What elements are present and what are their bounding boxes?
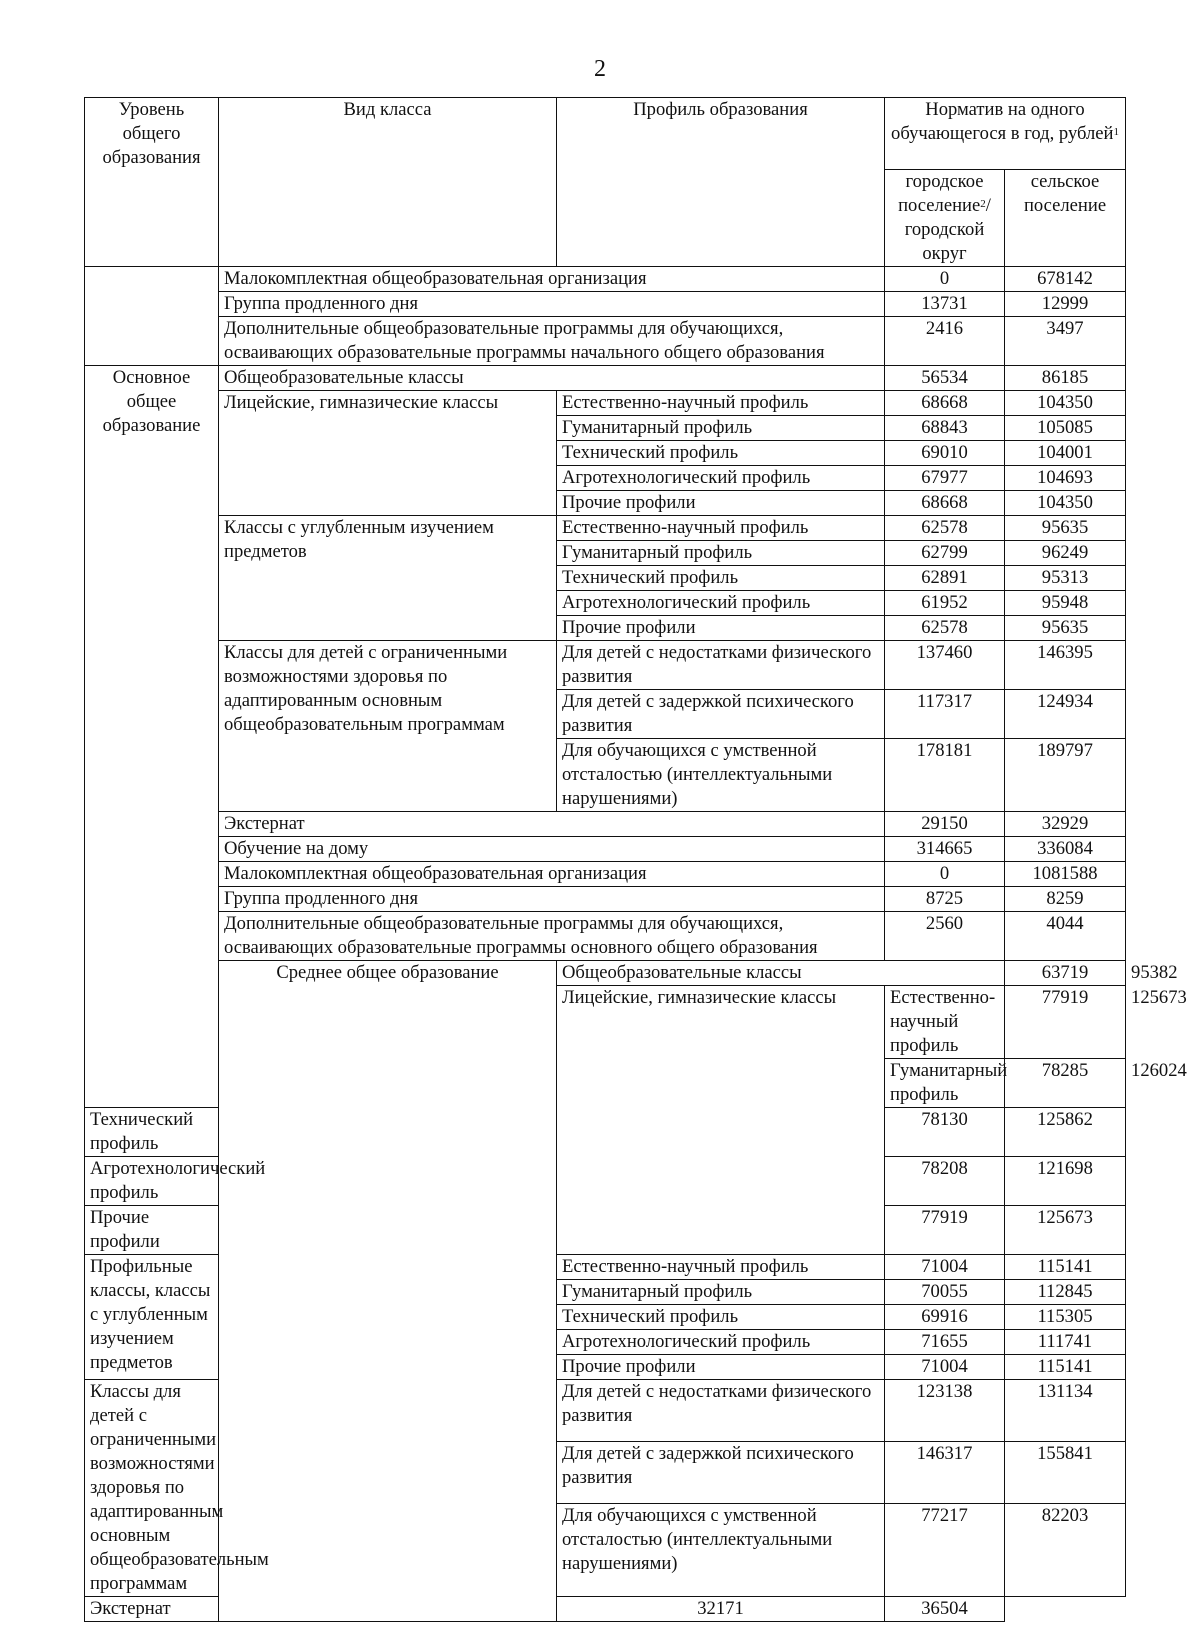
page-number: 2 (594, 56, 606, 82)
urban-value: 123138 (885, 1380, 1005, 1442)
header-class-type: Вид класса (219, 98, 557, 267)
table-row (85, 516, 1126, 541)
rural-value: 115305 (1005, 1305, 1126, 1330)
profile-label: Для детей с задержкой психического развития (557, 1442, 885, 1504)
urban-value: 68668 (885, 391, 1005, 416)
urban-value: 2560 (885, 912, 1005, 961)
rural-value: 121698 (1005, 1157, 1126, 1206)
profile-label: Гуманитарный профиль (557, 541, 885, 566)
rural-value: 95313 (1005, 566, 1126, 591)
rural-value: 3497 (1005, 317, 1126, 366)
class-type-label: Лицейские, гимназические классы (219, 391, 557, 516)
urban-value: 62578 (885, 616, 1005, 641)
rural-value: 36504 (885, 1597, 1005, 1622)
header-norm (885, 98, 1126, 170)
profile-label: Естественно-научный профиль (557, 391, 885, 416)
rural-value: 115141 (1005, 1355, 1126, 1380)
row-label: Группа продленного дня (219, 887, 885, 912)
rural-value: 112845 (1005, 1280, 1126, 1305)
urban-value: 62799 (885, 541, 1005, 566)
class-type-label: Классы с углубленным изучением предметов (219, 516, 557, 641)
rural-value: 95948 (1005, 591, 1126, 616)
urban-value: 29150 (885, 812, 1005, 837)
table-row (85, 317, 1126, 366)
class-type-label: Лицейские, гимназические классы (557, 986, 885, 1255)
footnote-1: 1 (1113, 126, 1119, 138)
table-row (85, 267, 1126, 292)
urban-value: 56534 (885, 366, 1005, 391)
profile-label: Прочие профили (557, 491, 885, 516)
urban-value: 32171 (557, 1597, 885, 1622)
row-label: Малокомплектная общеобразовательная организация (219, 267, 885, 292)
rural-value: 189797 (1005, 739, 1126, 812)
urban-value: 13731 (885, 292, 1005, 317)
urban-value: 63719 (1005, 961, 1126, 986)
rural-value: 115141 (1005, 1255, 1126, 1280)
urban-value: 2416 (885, 317, 1005, 366)
rural-value: 104001 (1005, 441, 1126, 466)
header-rural: сельское поселение (1005, 170, 1126, 267)
urban-value: 62578 (885, 516, 1005, 541)
level-basic: Основное общее образование (85, 366, 219, 1108)
header-urban (885, 170, 1005, 267)
urban-value: 117317 (885, 690, 1005, 739)
rural-value: 125862 (1005, 1108, 1126, 1157)
profile-label: Прочие профили (557, 1355, 885, 1380)
urban-value: 178181 (885, 739, 1005, 812)
urban-value: 78285 (1005, 1059, 1126, 1108)
profile-label: Агротехнологический профиль (85, 1157, 219, 1206)
header-row (85, 98, 1126, 170)
urban-value: 71004 (885, 1355, 1005, 1380)
table-row (85, 812, 1126, 837)
profile-label: Естественно-научный профиль (885, 986, 1005, 1059)
row-label: Дополнительные общеобразовательные программы для обучающихся, осваивающих образовательные программы начального общего образования (219, 317, 885, 366)
rural-value: 95635 (1005, 616, 1126, 641)
profile-label: Прочие профили (85, 1206, 219, 1255)
rural-value: 155841 (1005, 1442, 1126, 1504)
rural-value: 86185 (1005, 366, 1126, 391)
table-row (85, 391, 1126, 416)
urban-value: 77919 (885, 1206, 1005, 1255)
rural-value: 105085 (1005, 416, 1126, 441)
profile-label: Агротехнологический профиль (557, 1330, 885, 1355)
profile-label: Естественно-научный профиль (557, 1255, 885, 1280)
rural-value: 8259 (1005, 887, 1126, 912)
rural-value: 125673 (1005, 1206, 1126, 1255)
rural-value: 111741 (1005, 1330, 1126, 1355)
urban-value: 69916 (885, 1305, 1005, 1330)
table-row (85, 887, 1126, 912)
row-label: Экстернат (219, 812, 885, 837)
rural-value: 104693 (1005, 466, 1126, 491)
level-cell-empty (85, 267, 219, 366)
profile-label: Для детей с недостатками физического развития (557, 641, 885, 690)
profile-label: Технический профиль (557, 566, 885, 591)
footnote-2: 2 (980, 198, 986, 210)
profile-label: Технический профиль (557, 441, 885, 466)
urban-value: 78130 (885, 1108, 1005, 1157)
table-row (85, 912, 1126, 961)
urban-value: 62891 (885, 566, 1005, 591)
urban-value: 8725 (885, 887, 1005, 912)
urban-value: 71004 (885, 1255, 1005, 1280)
urban-value: 71655 (885, 1330, 1005, 1355)
row-label: Обучение на дому (219, 837, 885, 862)
rural-value: 146395 (1005, 641, 1126, 690)
profile-label: Технический профиль (85, 1108, 219, 1157)
rural-value: 131134 (1005, 1380, 1126, 1442)
table-row: Среднее общее образование Общеобразовательные классы 63719 95382 (85, 961, 1126, 986)
urban-value: 137460 (885, 641, 1005, 690)
profile-label: Агротехнологический профиль (557, 591, 885, 616)
class-type-label: Классы для детей с ограниченными возможностями здоровья по адаптированным основным общеобразовательным программам (219, 641, 557, 812)
rural-value: 1081588 (1005, 862, 1126, 887)
row-label: Экстернат (85, 1597, 557, 1622)
class-type-label: Классы для детей с ограниченными возможностями здоровья по адаптированным основным общеобразовательным программам (85, 1380, 219, 1597)
row-label: Малокомплектная общеобразовательная организация (219, 862, 885, 887)
rural-value: 124934 (1005, 690, 1126, 739)
profile-label: Для детей с недостатками физического развития (557, 1380, 885, 1442)
profile-label: Технический профиль (557, 1305, 885, 1330)
profile-label: Агротехнологический профиль (557, 466, 885, 491)
table-row: Гуманитарный профиль 78285 126024 (85, 1059, 1126, 1108)
row-label: Группа продленного дня (219, 292, 885, 317)
urban-value: 61952 (885, 591, 1005, 616)
header-profile: Профиль образования (557, 98, 885, 267)
row-label: Общеобразовательные классы (219, 366, 885, 391)
rural-value: 336084 (1005, 837, 1126, 862)
rural-value: 95635 (1005, 516, 1126, 541)
rural-value: 82203 (1005, 1504, 1126, 1597)
urban-value: 314665 (885, 837, 1005, 862)
header-urban-a: городское поселение (898, 171, 984, 216)
urban-value: 0 (885, 862, 1005, 887)
rural-value: 104350 (1005, 491, 1126, 516)
header-norm-text: Норматив на одного обучающегося в год, рублей (891, 99, 1114, 144)
rural-value: 678142 (1005, 267, 1126, 292)
profile-label: Для обучающихся с умственной отсталостью (интеллектуальными нарушениями) (557, 739, 885, 812)
header-level: Уровень общего образования (85, 98, 219, 267)
row-label: Общеобразовательные классы (557, 961, 1005, 986)
header-urban-b: / городской округ (904, 195, 991, 264)
row-label: Дополнительные общеобразовательные программы для обучающихся, осваивающих образовательные программы основного общего образования (219, 912, 885, 961)
rural-value: 4044 (1005, 912, 1126, 961)
rural-value: 96249 (1005, 541, 1126, 566)
norms-table (84, 97, 1187, 1622)
class-type-label: Профильные классы, классы с углубленным изучением предметов (85, 1255, 219, 1380)
rural-value: 12999 (1005, 292, 1126, 317)
table-row (85, 641, 1126, 690)
urban-value: 146317 (885, 1442, 1005, 1504)
table-row: Лицейские, гимназические классы Естественно-научный профиль 77919 125673 (85, 986, 1126, 1059)
profile-label: Гуманитарный профиль (557, 1280, 885, 1305)
level-secondary: Среднее общее образование (219, 961, 557, 1622)
urban-value: 70055 (885, 1280, 1005, 1305)
profile-label: Прочие профили (557, 616, 885, 641)
profile-label: Гуманитарный профиль (885, 1059, 1005, 1108)
profile-label: Гуманитарный профиль (557, 416, 885, 441)
urban-value: 67977 (885, 466, 1005, 491)
urban-value: 77217 (885, 1504, 1005, 1597)
urban-value: 77919 (1005, 986, 1126, 1059)
table-row (85, 292, 1126, 317)
rural-value: 104350 (1005, 391, 1126, 416)
table-row (85, 1597, 1126, 1622)
urban-value: 0 (885, 267, 1005, 292)
profile-label: Для детей с задержкой психического развития (557, 690, 885, 739)
table-row (85, 366, 1126, 391)
table-row (85, 862, 1126, 887)
rural-value: 32929 (1005, 812, 1126, 837)
urban-value: 78208 (885, 1157, 1005, 1206)
profile-label: Для обучающихся с умственной отсталостью (интеллектуальными нарушениями) (557, 1504, 885, 1597)
table-row (85, 837, 1126, 862)
profile-label: Естественно-научный профиль (557, 516, 885, 541)
urban-value: 69010 (885, 441, 1005, 466)
urban-value: 68843 (885, 416, 1005, 441)
urban-value: 68668 (885, 491, 1005, 516)
